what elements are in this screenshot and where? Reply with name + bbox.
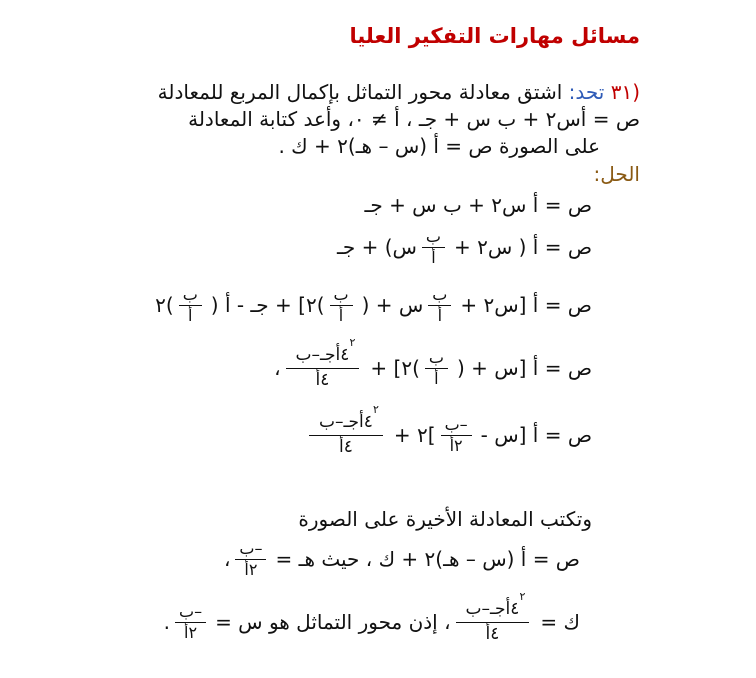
fraction-numerator: ب	[422, 228, 445, 248]
numerator-exponent: ٢	[372, 403, 379, 416]
final-2-pre: ك =	[540, 610, 580, 635]
step-2	[332, 228, 592, 266]
final-2-mid: ، إذن محور التماثل هو س =	[215, 610, 451, 635]
step-4	[269, 336, 592, 390]
big-fraction-denominator: ٤أ	[485, 623, 500, 644]
numerator-text: ٤أجـ–ب	[295, 345, 350, 365]
step-4-fraction	[425, 349, 448, 387]
problem-line-3	[278, 134, 600, 158]
fraction-denominator: ٢أ	[184, 622, 198, 642]
problem-text-3: على الصورة ص = أ (س – هـ)٢ + ك .	[278, 134, 600, 158]
step-3-pre: ص = أ [س٢ +	[460, 293, 592, 318]
fraction-denominator: أ	[431, 247, 436, 267]
numerator-text: ٤أجـ–ب	[319, 412, 373, 432]
final-2-post: .	[163, 610, 170, 635]
problem-label: تحد:	[568, 80, 605, 104]
numerator-text: ٤أجـ–ب	[465, 599, 520, 619]
numerator-exponent: ٢	[349, 336, 356, 349]
step-3-fraction-1	[428, 286, 451, 324]
final-line-2	[159, 590, 580, 644]
fraction-numerator: ب	[179, 286, 202, 306]
step-4-pre: ص = أ [س + (	[456, 356, 592, 381]
big-fraction-numerator	[286, 336, 360, 369]
fraction-numerator: ب	[428, 286, 451, 306]
fraction-denominator: ٢أ	[244, 559, 258, 579]
step-1: ص = أ س٢ + ب س + جـ	[364, 193, 592, 217]
page-title: مسائل مهارات التفكير العليا	[349, 24, 640, 48]
problem-line-2	[188, 107, 640, 131]
fraction-numerator: –ب	[175, 603, 206, 623]
step-3	[150, 286, 592, 324]
step-2-post: س) + جـ	[337, 235, 417, 260]
big-fraction-denominator: ٤أ	[315, 369, 330, 390]
problem-number: (٣١	[610, 80, 640, 104]
big-fraction-numerator	[309, 403, 383, 436]
fraction-numerator: ب	[330, 286, 353, 306]
step-5-big-fraction	[309, 403, 383, 457]
fraction-denominator: أ	[437, 305, 443, 325]
problem-text-1: اشتق معادلة محور التماثل بإكمال المربع للمعادلة	[157, 80, 563, 104]
fraction-numerator: ب	[425, 349, 448, 369]
step-4-mid: )٢] +	[370, 356, 420, 381]
step-2-fraction	[422, 228, 445, 266]
final-1-fraction	[235, 540, 266, 578]
step-4-big-fraction	[286, 336, 360, 390]
step-4-post: ،	[274, 356, 281, 381]
step-2-pre: ص = أ ( س٢ +	[453, 235, 592, 260]
step-3-mid: س + (	[361, 293, 424, 318]
fraction-denominator: أ	[188, 305, 193, 325]
fraction-denominator: أ	[338, 305, 344, 325]
step-3-fraction-2	[330, 286, 353, 324]
step-5-mid: ]٢ +	[393, 423, 436, 448]
problem-text-2: ص = أس٢ + ب س + جـ ، أ ≠ ٠، وأعد كتابة المعادلة	[188, 107, 640, 131]
step-5-pre: ص = أ [س -	[480, 423, 592, 448]
problem-line-1	[158, 80, 640, 104]
step-5-fraction	[441, 416, 472, 454]
big-fraction-numerator	[456, 590, 530, 623]
step-3-fraction-3	[179, 286, 202, 324]
fraction-denominator: ٢أ	[449, 435, 463, 455]
final-line-1	[219, 540, 580, 578]
step-3-post: )٢	[155, 293, 174, 318]
step-3-mid-2: )٢] + جـ - أ (	[210, 293, 325, 318]
final-1-post: ،	[223, 547, 231, 572]
final-2-fraction	[175, 603, 206, 641]
numerator-exponent: ٢	[519, 590, 526, 603]
rewrite-sentence: وتكتب المعادلة الأخيرة على الصورة	[298, 507, 592, 531]
step-5	[304, 403, 592, 457]
final-2-big-fraction	[456, 590, 530, 644]
fraction-denominator: أ	[434, 368, 439, 388]
big-fraction-denominator: ٤أ	[339, 436, 353, 457]
fraction-numerator: –ب	[235, 540, 266, 560]
fraction-numerator: –ب	[441, 416, 472, 436]
final-1-pre: ص = أ (س – هـ)٢ + ك ، حيث هـ =	[275, 547, 580, 572]
solution-label: الحل:	[593, 162, 640, 186]
